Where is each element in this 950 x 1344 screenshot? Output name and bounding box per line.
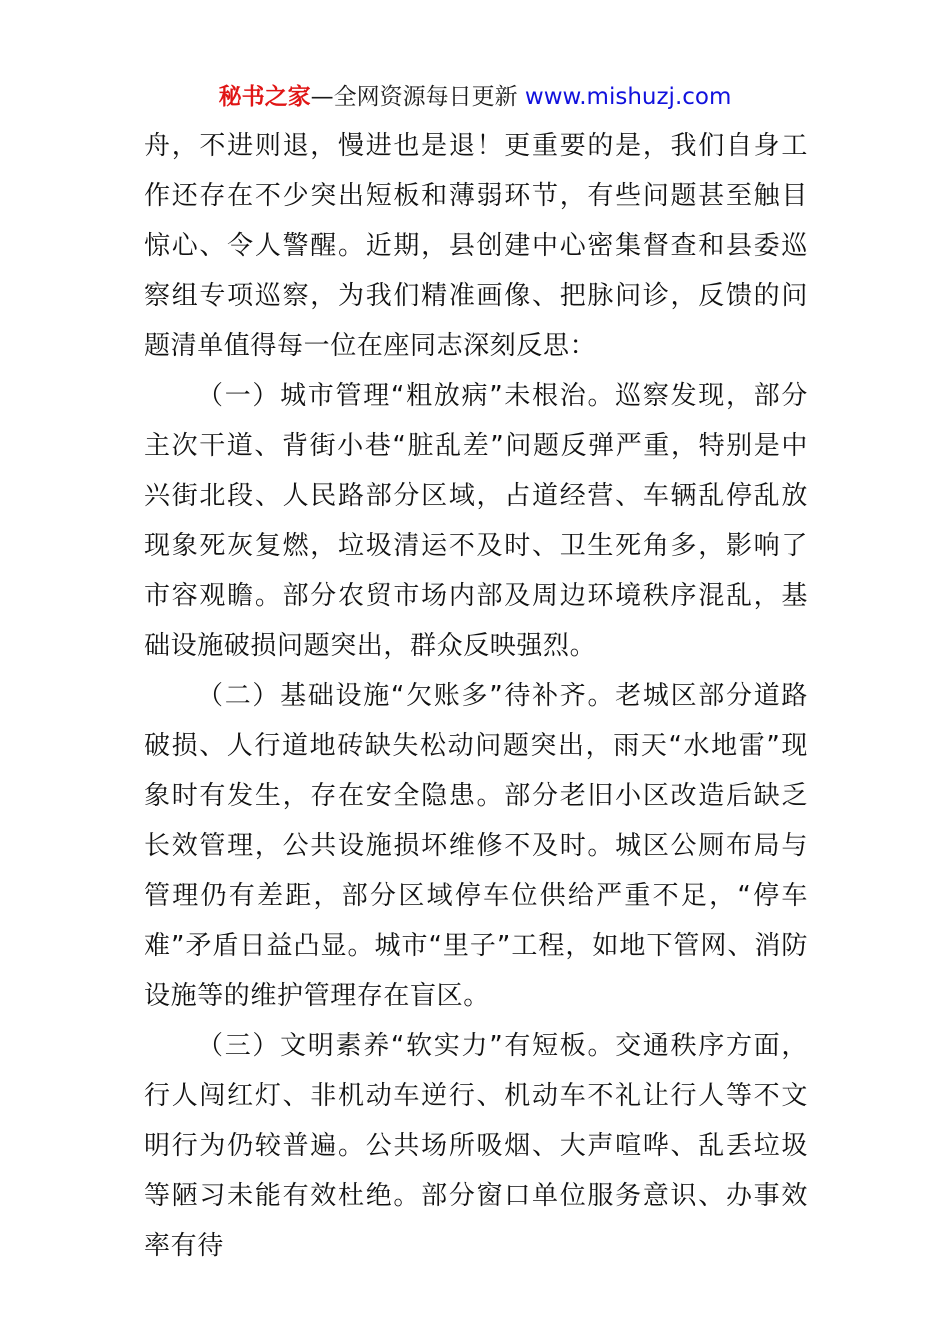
- paragraph-section-2: （二）基础设施“欠账多”待补齐。老城区部分道路破损、人行道地砖缺失松动问题突出，雨天“水地雷”现象时有发生，存在安全隐患。部分老旧小区改造后缺乏长效管理，公共设施损坏维修不及时。城区公厕布局与管理仍有差距，部分区域停车位供给严重不足，“停车难”矛盾日益凸显。城市“里子”工程，如地下管网、消防设施等的维护管理存在盲区。: [144, 681, 808, 1011]
- paragraph-section-3: （三）文明素养“软实力”有短板。交通秩序方面，行人闯红灯、非机动车逆行、机动车不礼让行人等不文明行为仍较普遍。公共场所吸烟、大声喧哗、乱丢垃圾等陋习未能有效杜绝。部分窗口单位服务意识、办事效率有待: [144, 1031, 808, 1261]
- site-url-link[interactable]: www.mishuzj.com: [524, 84, 732, 110]
- page-header: [0, 80, 950, 114]
- paragraph-section-1: （一）城市管理“粗放病”未根治。巡察发现，部分主次干道、背街小巷“脏乱差”问题反弹严重，特别是中兴街北段、人民路部分区域，占道经营、车辆乱停乱放现象死灰复燃，垃圾清运不及时、卫生死角多，影响了市容观瞻。部分农贸市场内部及周边环境秩序混乱，基础设施破损问题突出，群众反映强烈。: [144, 381, 808, 661]
- paragraph-continuation: 舟，不进则退，慢进也是退！更重要的是，我们自身工作还存在不少突出短板和薄弱环节，有些问题甚至触目惊心、令人警醒。近期，县创建中心密集督查和县委巡察组专项巡察，为我们精准画像、把脉问诊，反馈的问题清单值得每一位在座同志深刻反思：: [144, 131, 808, 361]
- site-brand[interactable]: 秘书之家: [218, 84, 311, 110]
- document-body: [144, 121, 808, 1271]
- site-slogan: —全网资源每日更新: [310, 84, 518, 110]
